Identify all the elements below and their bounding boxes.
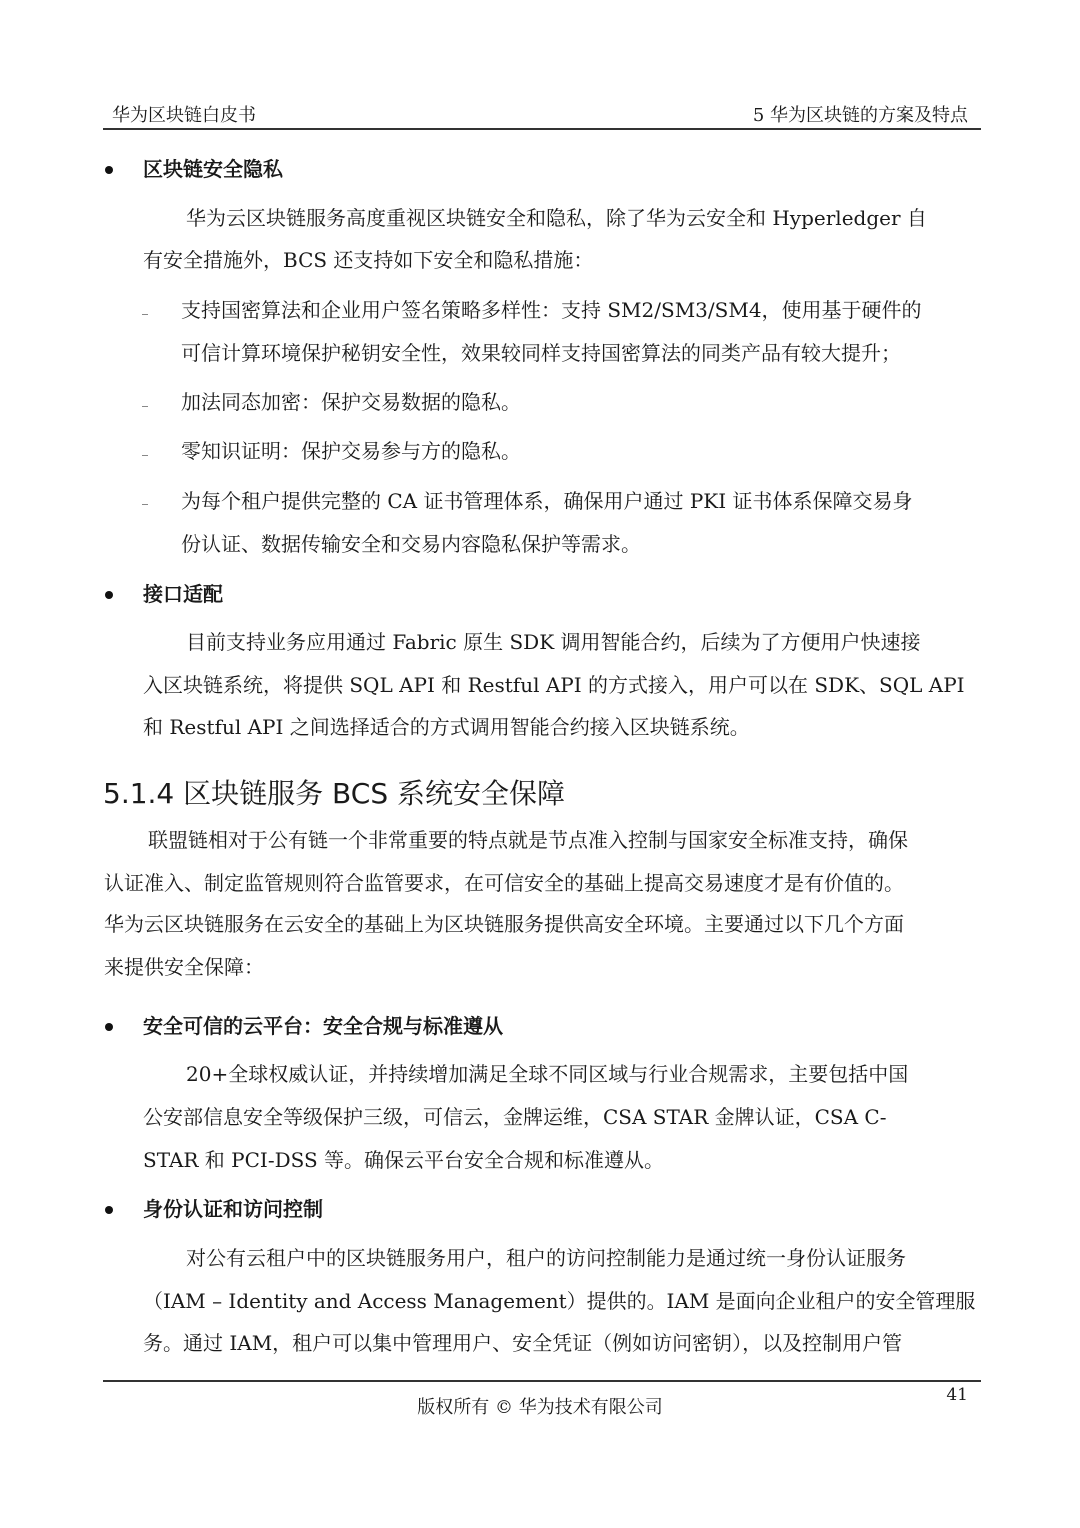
bullet-dot <box>105 1023 113 1031</box>
paragraph-line: 来提供安全保障： <box>104 955 264 979</box>
dash-marker <box>142 406 148 407</box>
paragraph-line: 入区块链系统，将提供 SQL API 和 Restful API 的方式接入，用户可以在 SDK、SQL API <box>143 673 965 697</box>
paragraph-line: 华为云区块链服务高度重视区块链安全和隐私，除了华为云安全和 Hyperledger 自 <box>186 206 927 230</box>
bullet-dot <box>105 166 113 174</box>
paragraph-line: 联盟链相对于公有链一个非常重要的特点就是节点准入控制与国家安全标准支持，确保 <box>148 828 908 852</box>
paragraph-line: 华为云区块链服务在云安全的基础上为区块链服务提供高安全环境。主要通过以下几个方面 <box>104 912 904 936</box>
paragraph-line: 目前支持业务应用通过 Fabric 原生 SDK 调用智能合约，后续为了方便用户快速接 <box>186 630 921 654</box>
list-item-line: 为每个租户提供完整的 CA 证书管理体系，确保用户通过 PKI 证书体系保障交易身 <box>181 489 913 513</box>
paragraph-line: （IAM – Identity and Access Management）提供的。IAM 是面向企业租户的安全管理服 <box>143 1289 976 1313</box>
paragraph-line: 对公有云租户中的区块链服务用户，租户的访问控制能力是通过统一身份认证服务 <box>186 1246 906 1270</box>
list-item-line: 支持国密算法和企业用户签名策略多样性：支持 SM2/SM3/SM4，使用基于硬件的 <box>181 298 922 322</box>
subsection-title: 5.1.4 区块链服务 BCS 系统安全保障 <box>103 777 565 810</box>
list-item-line: 可信计算环境保护秘钥安全性，效果较同样支持国密算法的同类产品有较大提升； <box>181 341 901 365</box>
list-item-line: 零知识证明：保护交易参与方的隐私。 <box>181 439 521 463</box>
paragraph-line: 公安部信息安全等级保护三级，可信云，金牌运维，CSA STAR 金牌认证，CSA C- <box>143 1105 887 1129</box>
section-heading-interface: 接口适配 <box>143 582 223 606</box>
footer-rule <box>103 1380 981 1382</box>
dash-marker <box>142 314 148 315</box>
bullet-dot <box>105 591 113 599</box>
footer-copyright: 版权所有 © 华为技术有限公司 <box>417 1397 663 1418</box>
paragraph-line: 和 Restful API 之间选择适合的方式调用智能合约接入区块链系统。 <box>143 715 750 739</box>
paragraph-line: 20+全球权威认证，并持续增加满足全球不同区域与行业合规需求，主要包括中国 <box>186 1062 909 1086</box>
section-heading-iam: 身份认证和访问控制 <box>143 1197 323 1221</box>
page-number: 41 <box>946 1385 968 1405</box>
dash-marker <box>142 504 148 505</box>
dash-marker <box>142 455 148 456</box>
running-header-left: 华为区块链白皮书 <box>112 105 256 126</box>
bullet-dot <box>105 1206 113 1214</box>
running-header-right: 5 华为区块链的方案及特点 <box>752 105 968 126</box>
list-item-line: 份认证、数据传输安全和交易内容隐私保护等需求。 <box>181 532 641 556</box>
paragraph-line: 有安全措施外，BCS 还支持如下安全和隐私措施： <box>143 248 594 272</box>
section-heading-privacy: 区块链安全隐私 <box>143 157 283 181</box>
paragraph-line: 认证准入、制定监管规则符合监管要求，在可信安全的基础上提高交易速度才是有价值的。 <box>104 871 904 895</box>
header-rule <box>103 128 981 130</box>
section-heading-cloud: 安全可信的云平台：安全合规与标准遵从 <box>143 1014 503 1038</box>
paragraph-line: STAR 和 PCI-DSS 等。确保云平台安全合规和标准遵从。 <box>143 1148 665 1172</box>
paragraph-line: 务。通过 IAM，租户可以集中管理用户、安全凭证（例如访问密钥），以及控制用户管 <box>143 1331 903 1355</box>
list-item-line: 加法同态加密：保护交易数据的隐私。 <box>181 390 521 414</box>
